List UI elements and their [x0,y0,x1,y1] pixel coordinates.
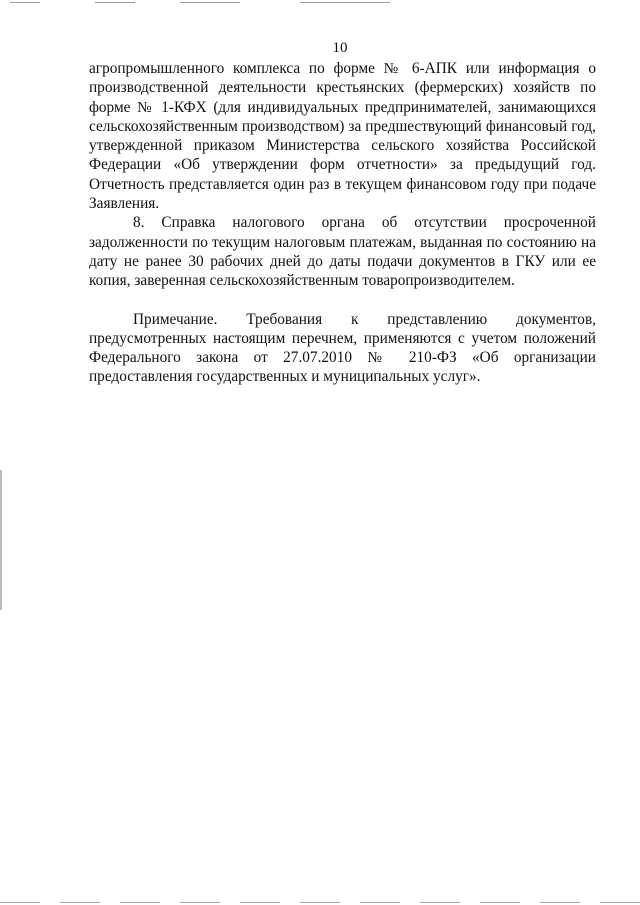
scan-edge-mark [10,2,40,3]
document-body [89,59,596,387]
scan-edge-mark [300,2,390,3]
scan-edge-mark [180,2,240,3]
page-number: 10 [332,40,348,56]
paragraph-note: Примечание. Требования к представлению документов, предусмотренных настоящим перечнем, применяются с учетом положений Федерального закона от 27.07.2010 № 210-ФЗ «Об организации предоставления государственных и муниципальных услуг». [89,310,596,386]
paragraph-reporting-forms: агропромышленного комплекса по форме № 6-АПК или информация о производственной деятельности крестьянских (фермерских) хозяйств по форме № 1-КФХ (для индивидуальных предпринимателей, занимающихся сельскохозяйственным производством) за предшествующий финансовый год, утвержденной приказом Министерства сельского хозяйства Российской Федерации «Об утверждении форм отчетности» за предыдущий год. Отчетность представляется один раз в текущем финансовом году при подаче Заявления. [89,60,596,213]
paragraph-tax-certificate: 8. Справка налогового органа об отсутствии просроченной задолженности по текущим налоговым платежам, выданная по состоянию на дату не ранее 30 рабочих дней до даты подачи документов в ГКУ или ее копия, заверенная сельскохозяйственным товаропроизводителем. [89,214,596,290]
scan-edge-mark [95,2,135,3]
paragraph-spacer [89,291,596,310]
scan-edge-bottom [0,902,640,903]
scan-edge-shadow [0,470,2,610]
